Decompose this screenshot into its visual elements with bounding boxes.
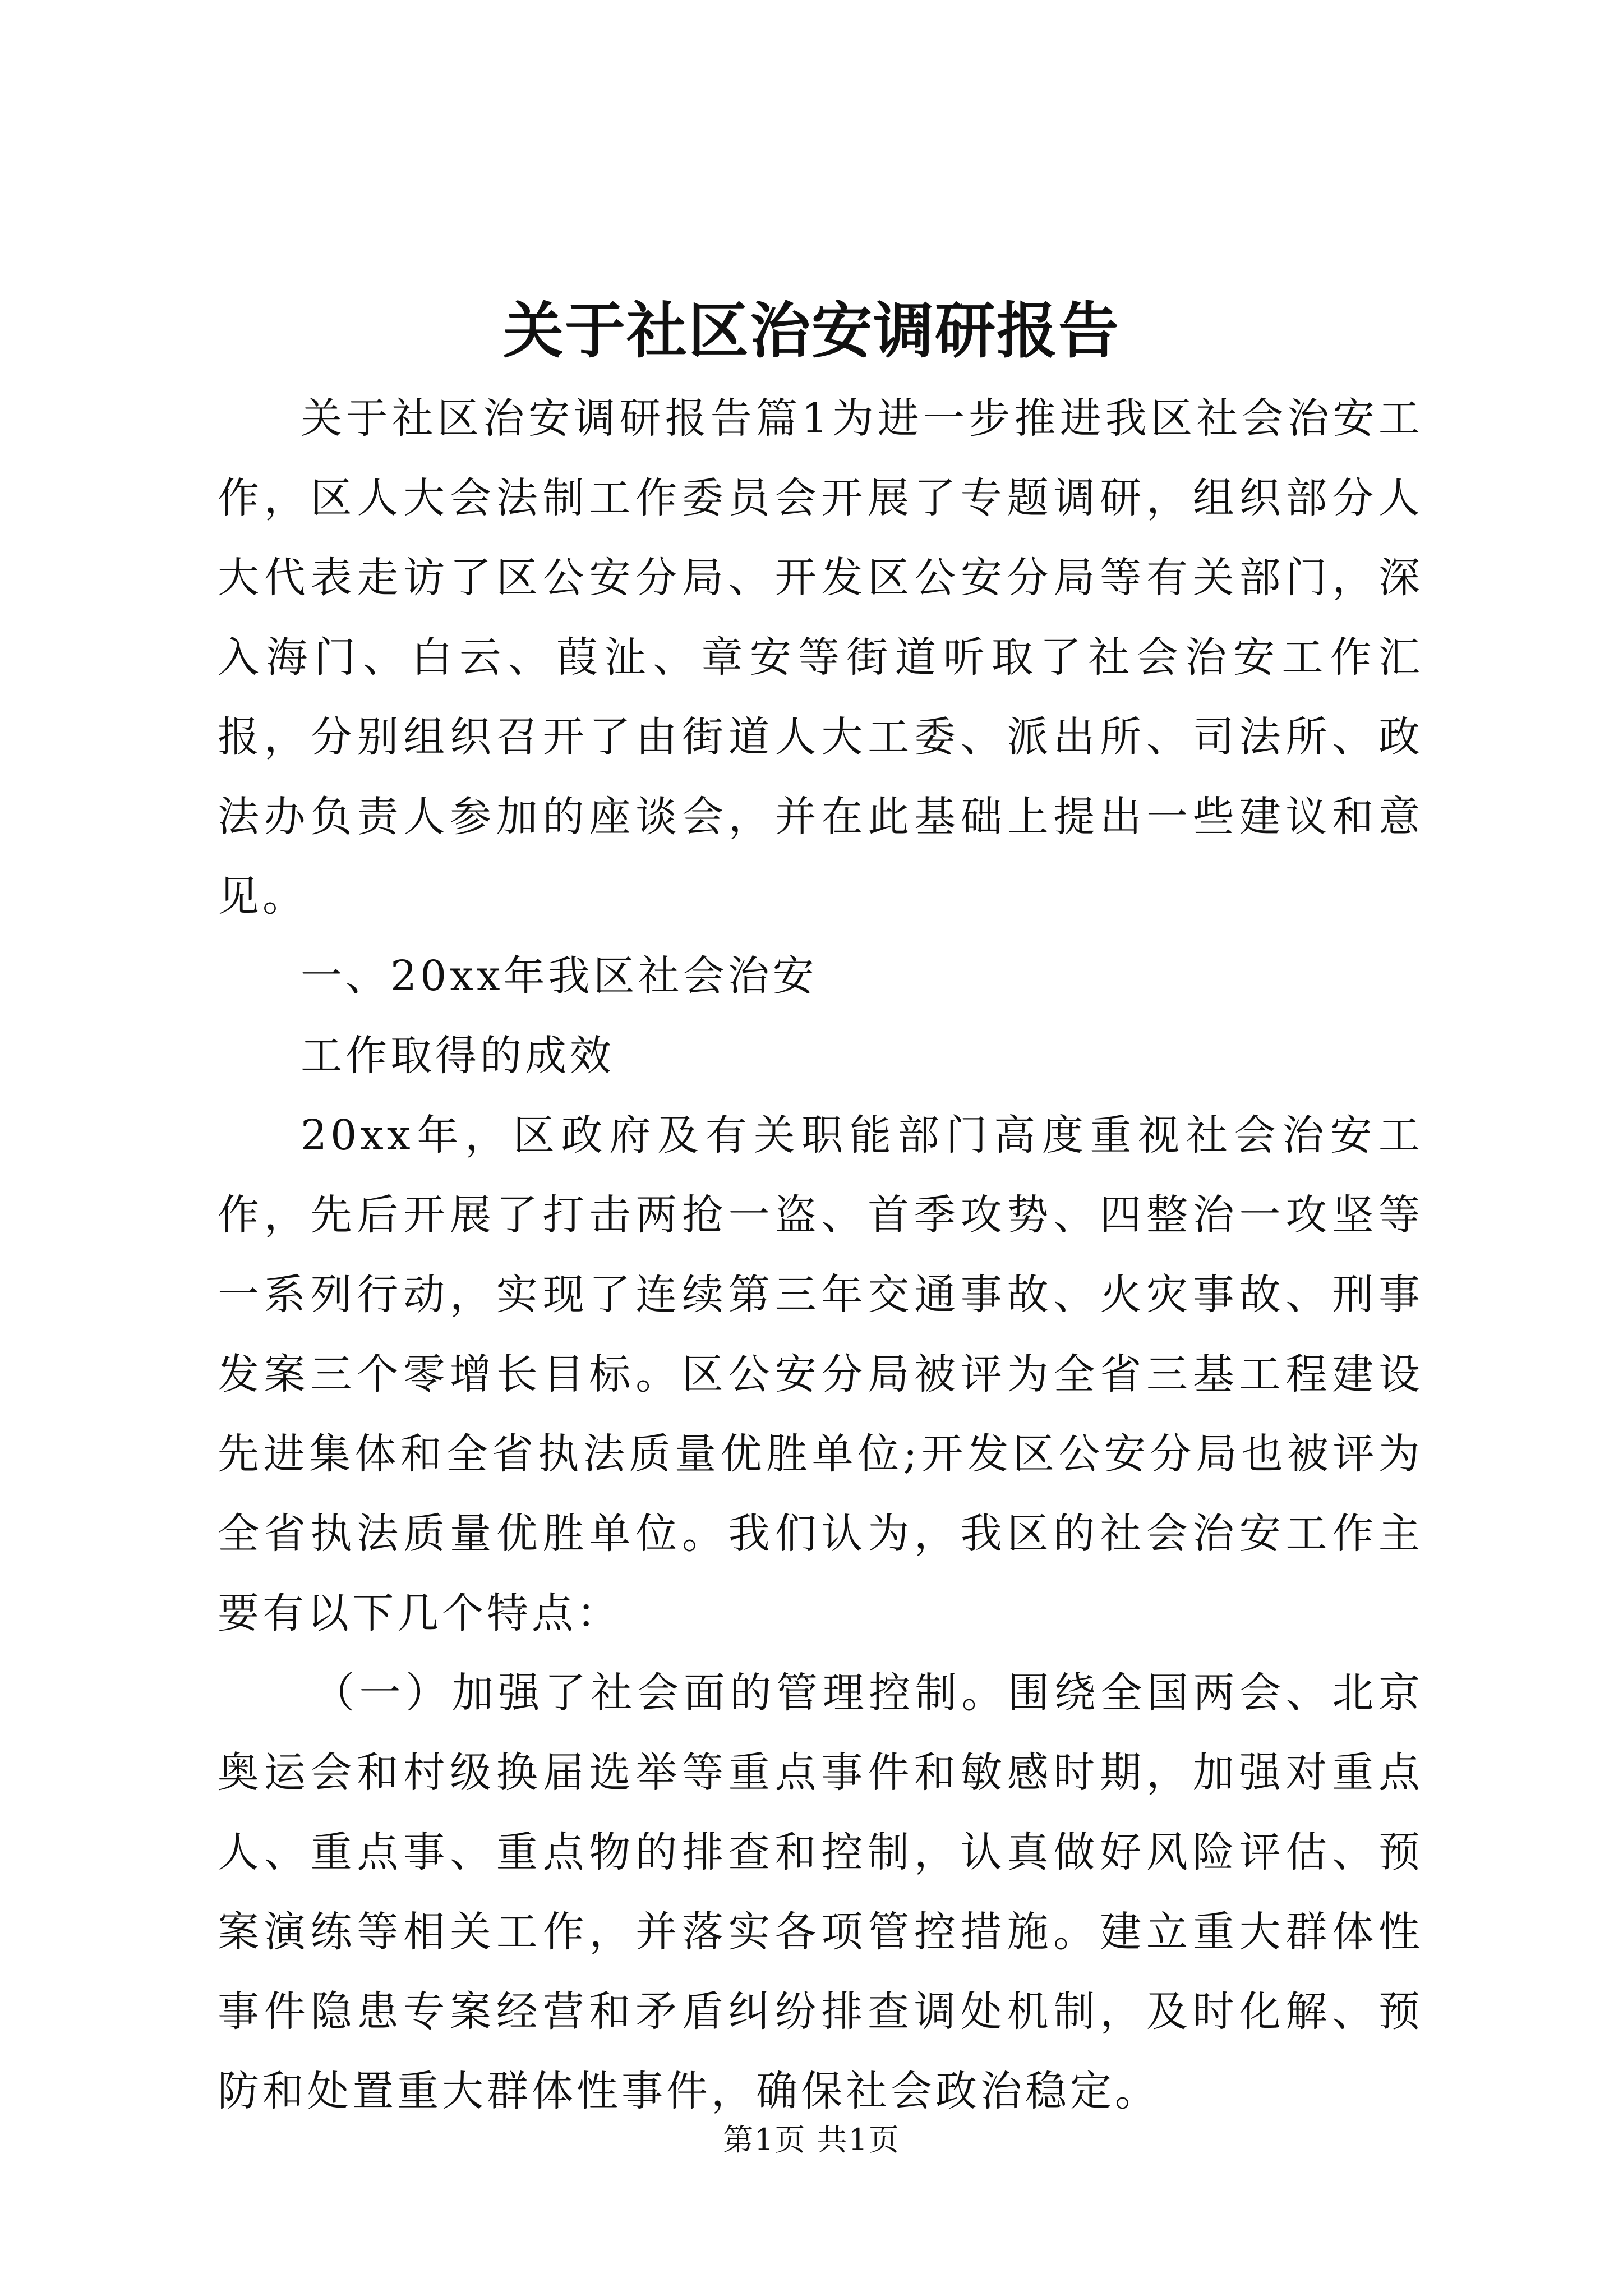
section-heading-continued: 工作取得的成效 bbox=[301, 1032, 615, 1080]
document-title: 关于社区治安调研报告 bbox=[502, 296, 1120, 366]
section-heading: 一、20xx年我区社会治安 bbox=[301, 952, 818, 1000]
document-body bbox=[218, 379, 1423, 2131]
paragraph-achievements: 20xx年，区政府及有关职能部门高度重视社会治安工作，先后开展了打击两抢一盗、首季攻势、四整治一攻坚等一系列行动，实现了连续第三年交通事故、火灾事故、刑事发案三个零增长目标。区公安分局被评为全省三基工程建设先进集体和全省执法质量优胜单位;开发区公安分局也被评为全省执法质量优胜单位。我们认为，我区的社会治安工作主要有以下几个特点： bbox=[218, 1111, 1423, 1637]
paragraph-intro: 关于社区治安调研报告篇1为进一步推进我区社会治安工作，区人大会法制工作委员会开展了专题调研，组织部分人大代表走访了区公安分局、开发区公安分局等有关部门，深入海门、白云、葭沚、章安等街道听取了社会治安工作汇报，分别组织召开了由街道人大工委、派出所、司法所、政法办负责人参加的座谈会，并在此基础上提出一些建议和意见。 bbox=[218, 394, 1423, 921]
paragraph-point-one: （一）加强了社会面的管理控制。围绕全国两会、北京奥运会和村级换届选举等重点事件和敏感时期，加强对重点人、重点事、重点物的排查和控制，认真做好风险评估、预案演练等相关工作，并落实各项管控措施。建立重大群体性事件隐患专案经营和矛盾纠纷排查调处机制，及时化解、预防和处置重大群体性事件，确保社会政治稳定。 bbox=[218, 1669, 1423, 2115]
page-number-footer: 第1页 共1页 bbox=[723, 2122, 900, 2157]
